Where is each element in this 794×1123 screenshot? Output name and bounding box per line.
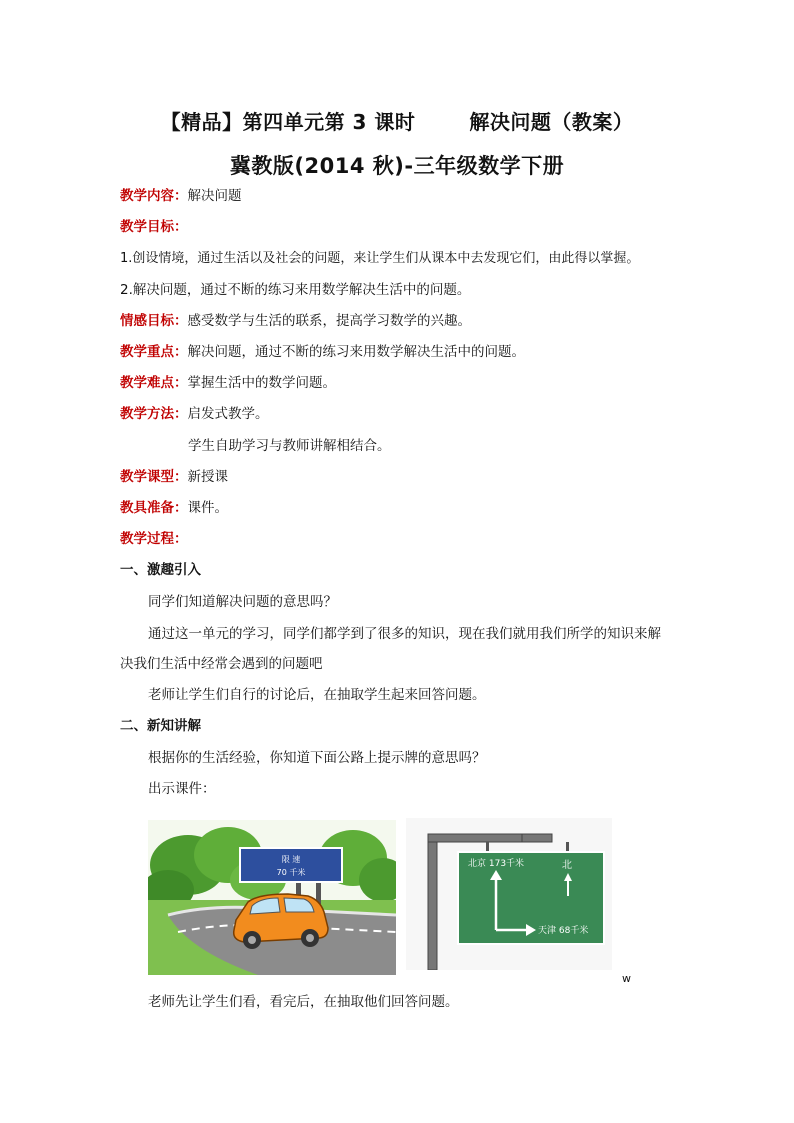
method-row — [120, 404, 269, 424]
direction-sign-svg — [406, 818, 612, 970]
section-2-heading: 二、新知讲解 — [120, 718, 201, 734]
section-1-p2b: 决我们生活中经常会遇到的问题吧 — [120, 656, 323, 672]
key-label: 教学重点： — [120, 344, 188, 360]
section-1-p2a: 通过这一单元的学习，同学们都学到了很多的知识，现在我们就用我们所学的知识来解 — [148, 626, 661, 642]
process-row — [120, 529, 188, 549]
difficulty-value: 掌握生活中的数学问题。 — [187, 375, 336, 391]
key-row — [120, 342, 525, 362]
process-label: 教学过程： — [120, 531, 188, 547]
emotion-value: 感受数学与生活的联系，提高学习数学的兴趣。 — [187, 313, 471, 329]
speed-limit-illustration — [148, 820, 396, 975]
method-label: 教学方法： — [120, 406, 188, 422]
tools-row — [120, 498, 228, 518]
north-label: 北京 173千米 — [468, 859, 525, 869]
content-value: 解决问题 — [187, 188, 242, 204]
emotion-row — [120, 311, 471, 331]
key-value: 解决问题，通过不断的练习来用数学解决生活中的问题。 — [187, 344, 525, 360]
method-2: 学生自助学习与教师讲解相结合。 — [188, 438, 391, 454]
page-title — [0, 106, 794, 135]
method-value: 启发式教学。 — [187, 406, 269, 422]
page-subtitle: 冀教版(2014 秋)-三年级数学下册 — [229, 154, 565, 178]
tools-value: 课件。 — [187, 500, 228, 516]
content-label: 教学内容： — [120, 188, 188, 204]
section-2-p2: 出示课件： — [148, 781, 216, 797]
section-2-p3: 老师先让学生们看，看完后，在抽取他们回答问题。 — [148, 994, 459, 1010]
goal-1: 1.创设情境，通过生活以及社会的问题，来让学生们从课本中去发现它们，由此得以掌握。 — [120, 251, 640, 266]
stray-mark: w — [622, 972, 631, 985]
sign-limit-text: 限 速 — [281, 855, 301, 864]
east-label: 天津 68千米 — [538, 926, 589, 936]
section-1-heading: 一、激趣引入 — [120, 562, 201, 578]
title-part-2: 解决问题（教案） — [469, 110, 634, 134]
goal-label: 教学目标： — [120, 219, 188, 235]
section-1-p3: 老师让学生们自行的讨论后，在抽取学生起来回答问题。 — [148, 687, 486, 703]
section-2-p1: 根据你的生活经验，你知道下面公路上提示牌的意思吗？ — [148, 750, 486, 766]
type-value: 新授课 — [187, 469, 228, 485]
type-label: 教学课型： — [120, 469, 188, 485]
emotion-label: 情感目标： — [120, 313, 188, 329]
sign-speed-text: 70 千米 — [276, 868, 306, 877]
content-row — [120, 186, 242, 206]
difficulty-label: 教学难点： — [120, 375, 188, 391]
speed-limit-svg — [148, 820, 396, 975]
tools-label: 教具准备： — [120, 500, 188, 516]
title-part-1: 【精品】第四单元第 3 课时 — [160, 110, 416, 134]
direction-sign-illustration — [406, 818, 612, 970]
difficulty-row — [120, 373, 336, 393]
goal-2: 2.解决问题，通过不断的练习来用数学解决生活中的问题。 — [120, 282, 471, 298]
section-1-p1: 同学们知道解决问题的意思吗？ — [148, 594, 337, 610]
direction-label: 北 — [562, 860, 572, 871]
goal-row — [120, 217, 188, 237]
type-row — [120, 467, 228, 487]
